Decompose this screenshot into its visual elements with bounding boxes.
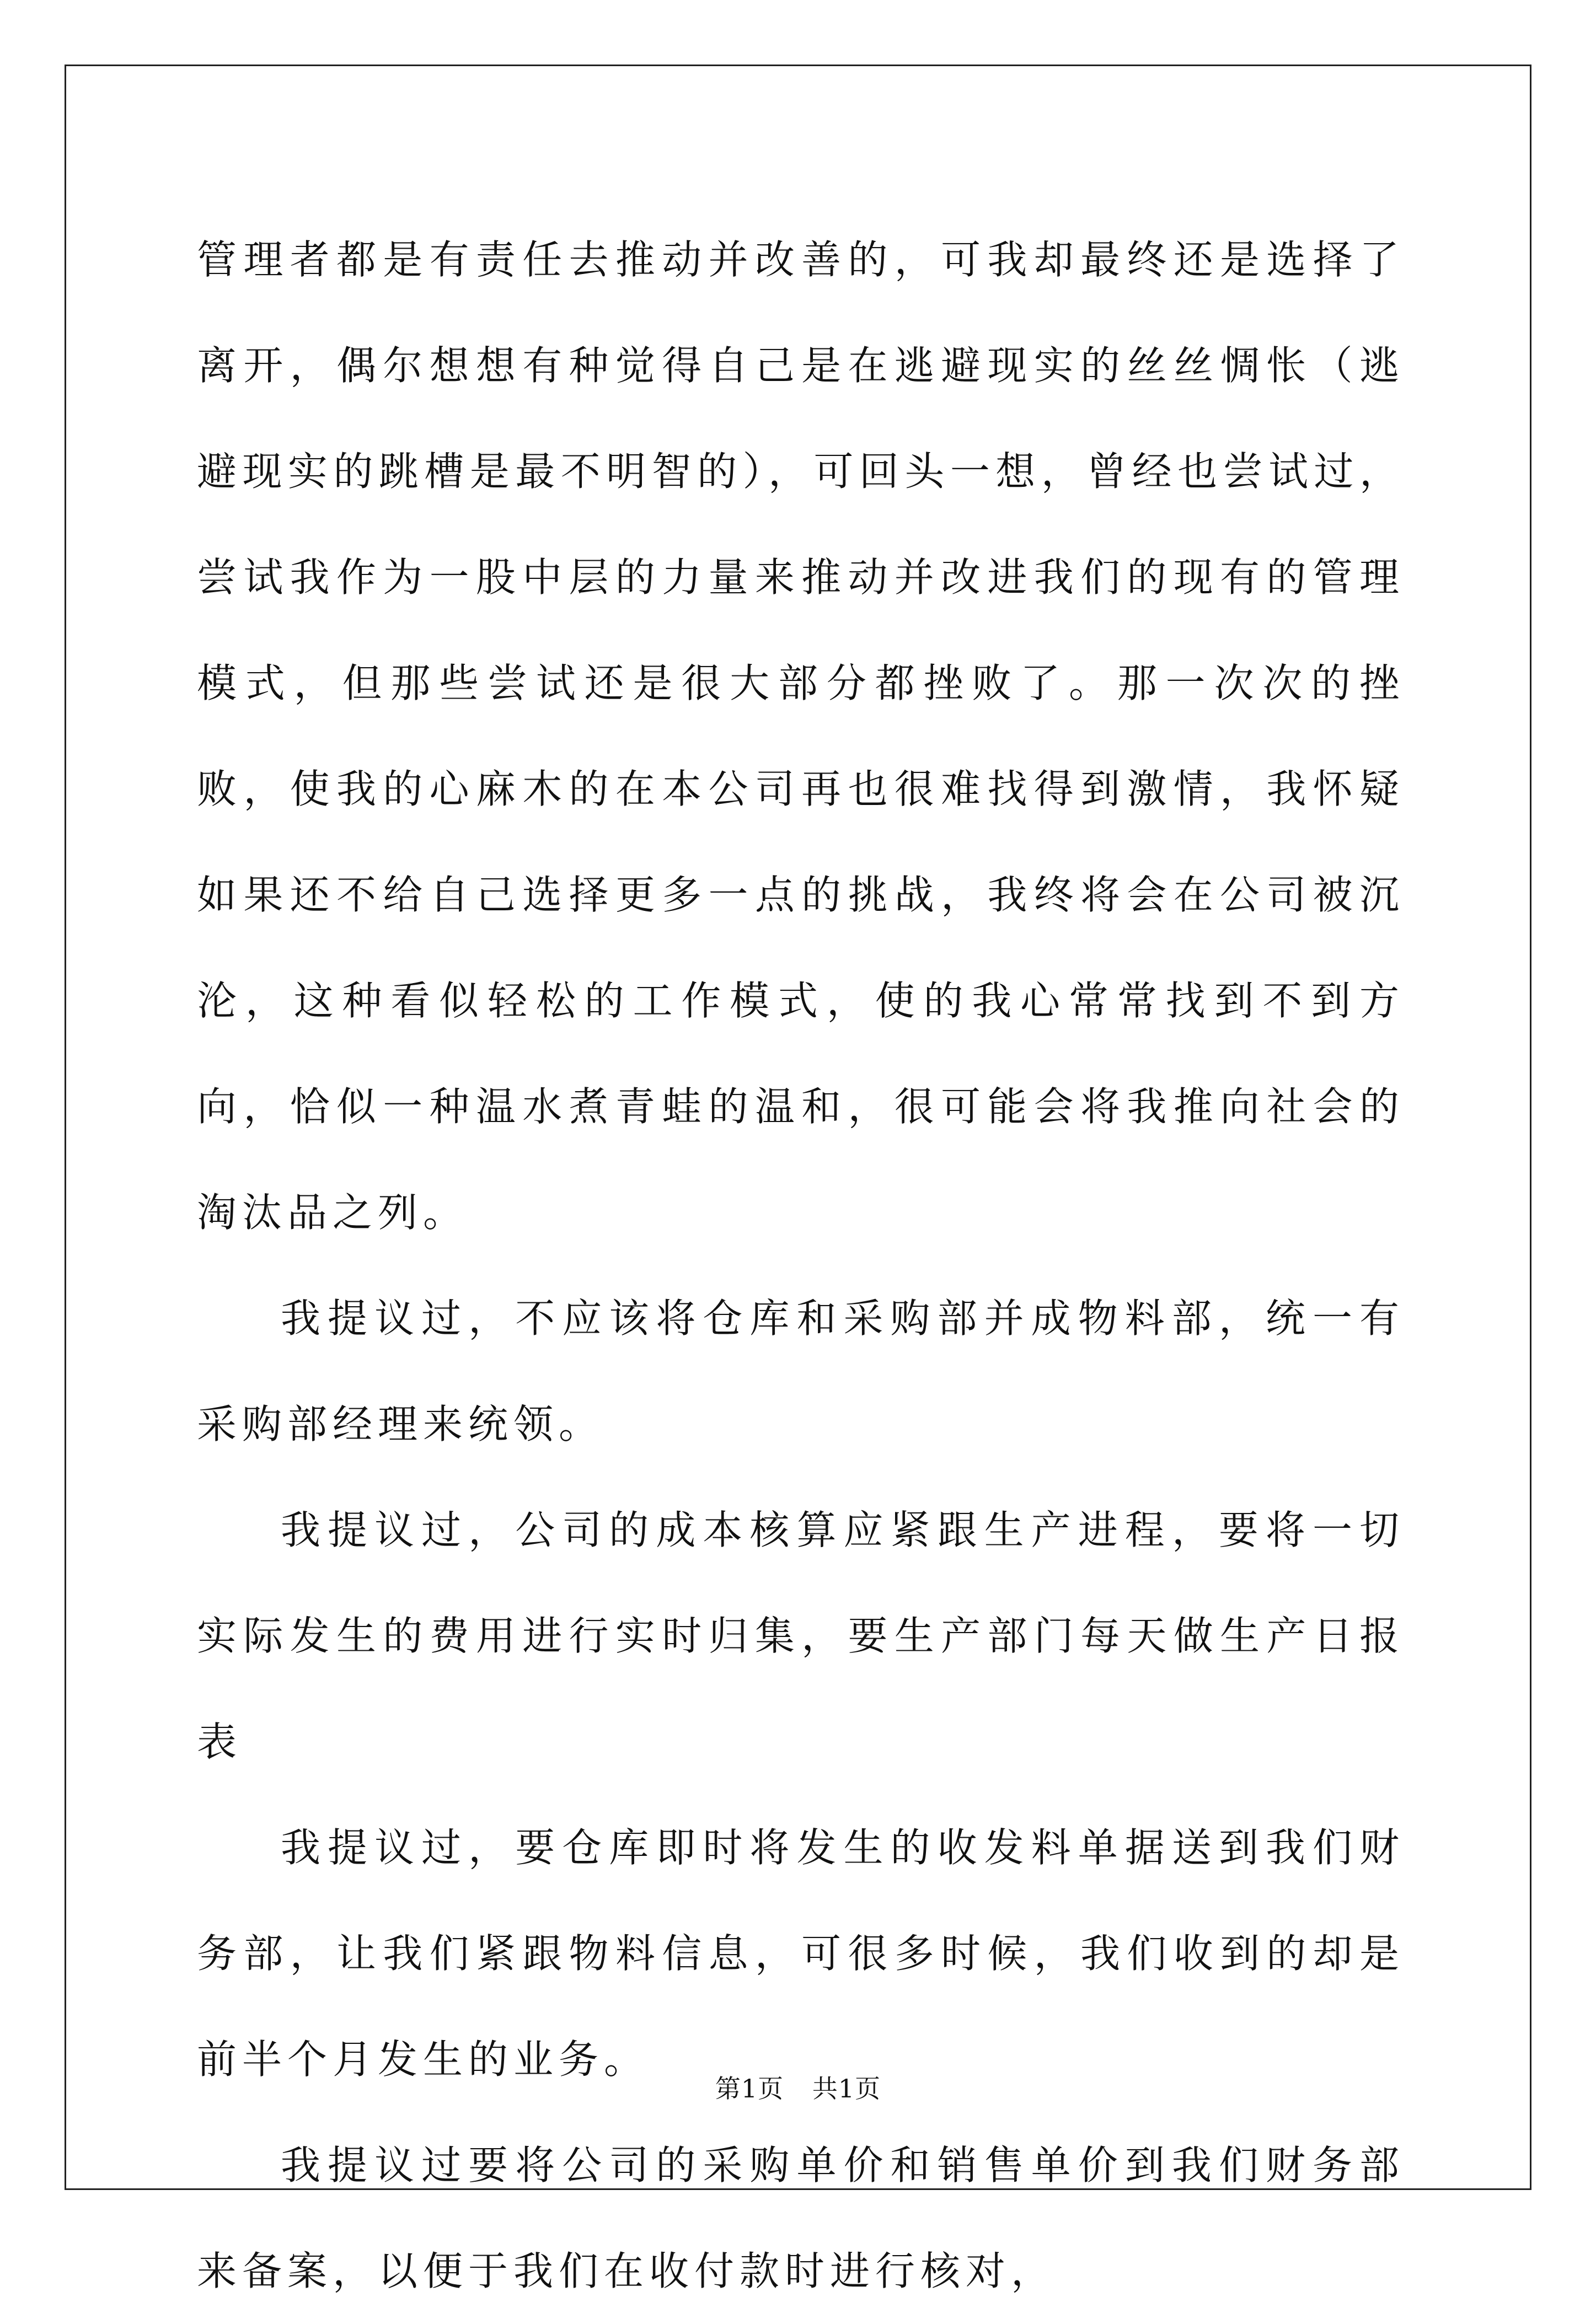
page-number-total: 共1页 [812,2074,881,2103]
paragraph-2: 我提议过，不应该将仓库和采购部并成物料部，统一有采购部经理来统领。 [197,1295,1405,1447]
page-number-current: 第1页 [715,2074,784,2103]
paragraph-4: 我提议过，要仓库即时将发生的收发料单据送到我们财务部，让我们紧跟物料信息，可很多时候，我们收到的却是前半个月发生的业务。 [197,1824,1405,2083]
document-body [197,207,1405,2324]
paragraph-5: 我提议过要将公司的采购单价和销售单价到我们财务部来备案，以便于我们在收付款时进行核对， [197,2142,1405,2294]
paragraph-3: 我提议过，公司的成本核算应紧跟生产进程，要将一切实际发生的费用进行实时归集，要生产部门每天做生产日报表 [197,1507,1405,1765]
paragraph-1: 管理者都是有责任去推动并改善的，可我却最终还是选择了离开，偶尔想想有种觉得自己是在逃避现实的丝丝惆怅（逃避现实的跳槽是最不明智的），可回头一想，曾经也尝试过，尝试我作为一股中层的力量来推动并改进我们的现有的管理模式，但那些尝试还是很大部分都挫败了。那一次次的挫败，使我的心麻木的在本公司再也很难找得到激情，我怀疑如果还不给自己选择更多一点的挑战，我终将会在公司被沉沦，这种看似轻松的工作模式，使的我心常常找到不到方向，恰似一种温水煮青蛙的温和，很可能会将我推向社会的淘汰品之列。 [197,237,1405,1236]
page-footer [0,2069,1596,2105]
